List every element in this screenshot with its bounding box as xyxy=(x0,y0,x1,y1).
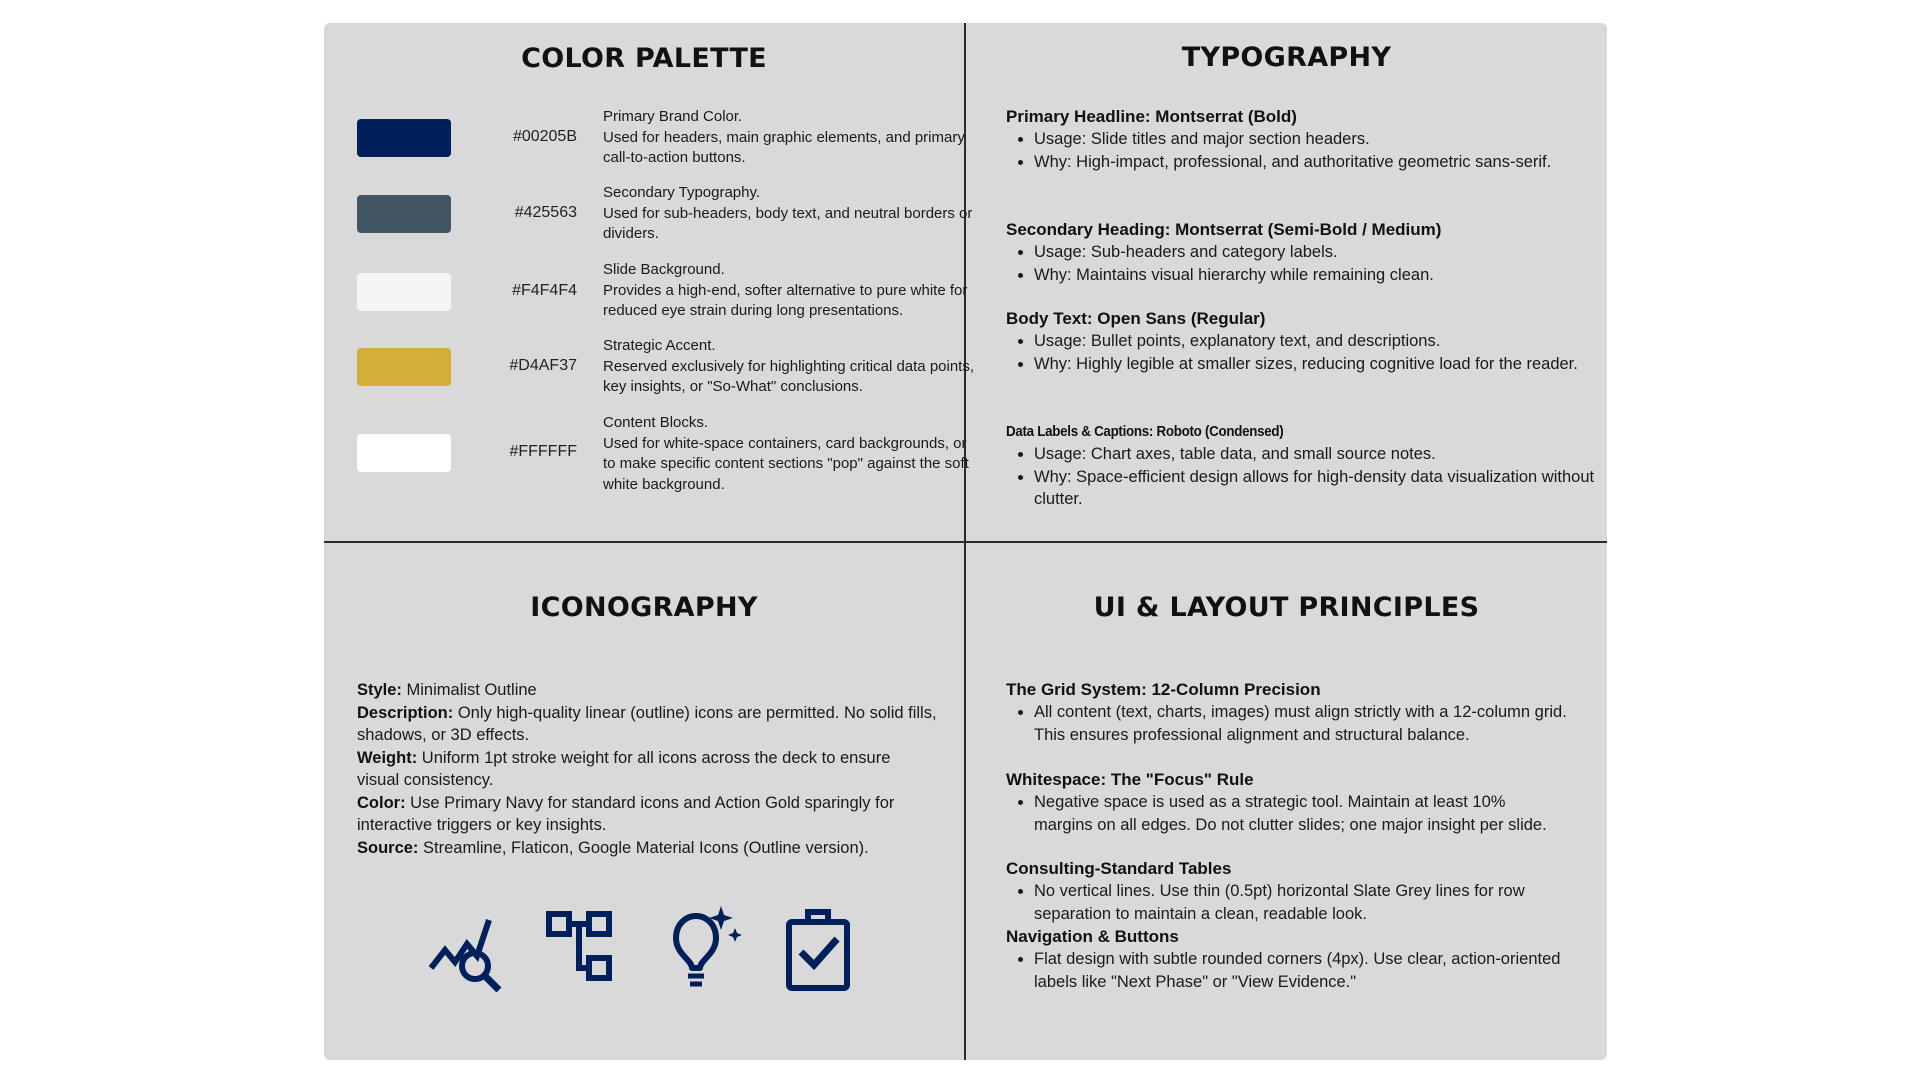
swatch-description xyxy=(603,183,983,245)
type-bullet: • Usage: Sub-headers and category labels. xyxy=(1034,241,1596,264)
swatch-name: Content Blocks. xyxy=(603,414,709,431)
type-heading: Data Labels & Captions: Roboto (Condensed) xyxy=(1006,424,1284,440)
type-section-primary-headline xyxy=(1006,106,1596,173)
ui-section-tables xyxy=(1006,858,1596,925)
typography-title: TYPOGRAPHY xyxy=(1181,42,1392,73)
swatch-usage: Provides a high-end, softer alternative to pure white for reduced eye strain during long presentations. xyxy=(603,281,968,319)
rule-style xyxy=(357,679,937,702)
chart-search-icon xyxy=(427,906,513,992)
rule-label: Description: xyxy=(357,703,454,722)
rule-label: Weight: xyxy=(357,748,418,767)
swatch-description xyxy=(603,260,983,322)
rule-color xyxy=(357,792,937,837)
rule-weight xyxy=(357,747,937,792)
swatch-gold xyxy=(357,348,451,386)
type-section-secondary-heading xyxy=(1006,219,1596,286)
color-palette-title: COLOR PALETTE xyxy=(521,43,767,74)
swatch-hex: #F4F4F4 xyxy=(512,282,577,299)
swatch-name: Strategic Accent. xyxy=(603,337,716,354)
ui-layout-title: UI & LAYOUT PRINCIPLES xyxy=(1093,592,1480,623)
sample-icons xyxy=(427,906,867,996)
rule-label: Source: xyxy=(357,838,419,857)
typography-panel xyxy=(966,23,1607,541)
type-bullet: • Why: Maintains visual hierarchy while remaining clean. xyxy=(1034,264,1596,287)
ui-bullet: • All content (text, charts, images) must align strictly with a 12-column grid. This ensures professional alignment and structural balance. xyxy=(1034,701,1568,746)
rule-text: Streamline, Flaticon, Google Material Icons (Outline version). xyxy=(418,838,869,857)
type-bullet: • Usage: Bullet points, explanatory text, and descriptions. xyxy=(1034,330,1596,353)
swatch-row-white xyxy=(357,413,969,498)
swatch-usage: Used for headers, main graphic elements, and primary call-to-action buttons. xyxy=(603,128,965,166)
rule-text: Only high-quality linear (outline) icons are permitted. No solid fills, shadows, or 3D effects. xyxy=(357,703,937,744)
ui-bullet: • Negative space is used as a strategic tool. Maintain at least 10% margins on all edges. Do not clutter slides; one major insight per slide. xyxy=(1034,791,1568,836)
swatch-row-navy xyxy=(357,107,965,177)
swatch-slate xyxy=(357,195,451,233)
ui-layout-panel xyxy=(966,543,1607,1060)
iconography-rules xyxy=(357,679,937,859)
swatch-usage: Reserved exclusively for highlighting critical data points, key insights, or "So-What" conclusions. xyxy=(603,357,975,395)
hierarchy-icon xyxy=(544,906,630,992)
swatch-row-slate xyxy=(357,183,973,253)
swatch-usage: Used for white-space containers, card backgrounds, or to make specific content sections "pop" against the soft white background. xyxy=(603,434,969,493)
rule-description xyxy=(357,702,937,747)
rule-text: Use Primary Navy for standard icons and Action Gold sparingly for interactive triggers or key insights. xyxy=(357,793,895,834)
swatch-hex: #D4AF37 xyxy=(509,357,577,374)
iconography-panel xyxy=(324,543,964,1060)
type-bullet: • Why: Highly legible at smaller sizes, reducing cognitive load for the reader. xyxy=(1034,353,1596,376)
rule-label: Style: xyxy=(357,681,402,699)
ui-section-grid xyxy=(1006,679,1596,746)
type-heading: Body Text: Open Sans (Regular) xyxy=(1006,309,1266,328)
swatch-name: Primary Brand Color. xyxy=(603,108,743,125)
type-heading: Secondary Heading: Montserrat (Semi-Bold / Medium) xyxy=(1006,220,1442,239)
swatch-hex: #00205B xyxy=(512,128,577,145)
swatch-navy xyxy=(357,119,451,157)
type-bullet: • Usage: Slide titles and major section headers. xyxy=(1034,128,1596,151)
swatch-name: Secondary Typography. xyxy=(603,184,761,201)
swatch-description xyxy=(603,413,983,495)
type-section-body-text xyxy=(1006,308,1596,375)
swatch-hex: #FFFFFF xyxy=(509,443,577,460)
rule-text: Uniform 1pt stroke weight for all icons across the deck to ensure visual consistency. xyxy=(357,748,891,789)
type-bullet: • Why: Space-efficient design allows for high-density data visualization without clutter. xyxy=(1034,466,1596,511)
swatch-description xyxy=(603,336,983,398)
ui-heading: The Grid System: 12-Column Precision xyxy=(1006,680,1321,699)
ui-bullet: • No vertical lines. Use thin (0.5pt) horizontal Slate Grey lines for row separation to maintain a clean, readable look. xyxy=(1034,880,1568,925)
type-bullet: • Why: High-impact, professional, and authoritative geometric sans-serif. xyxy=(1034,151,1596,174)
ui-heading: Consulting-Standard Tables xyxy=(1006,859,1232,878)
ui-heading: Navigation & Buttons xyxy=(1006,927,1179,946)
type-bullet: • Usage: Chart axes, table data, and small source notes. xyxy=(1034,443,1596,466)
ui-section-whitespace xyxy=(1006,769,1596,836)
ui-heading: Whitespace: The "Focus" Rule xyxy=(1006,770,1254,789)
swatch-name: Slide Background. xyxy=(603,261,725,278)
type-section-data-labels xyxy=(1006,421,1596,511)
lightbulb-sparkle-icon xyxy=(659,906,745,992)
style-guide-board xyxy=(324,23,1607,1060)
swatch-white xyxy=(357,434,451,472)
rule-source xyxy=(357,837,937,860)
swatch-description xyxy=(603,107,983,169)
ui-bullet: • Flat design with subtle rounded corners (4px). Use clear, action-oriented labels like "Next Phase" or "View Evidence." xyxy=(1034,948,1568,993)
ui-section-navigation xyxy=(1006,926,1596,993)
swatch-soft-white xyxy=(357,273,451,311)
swatch-hex: #425563 xyxy=(514,204,577,221)
rule-label: Color: xyxy=(357,793,406,812)
clipboard-check-icon xyxy=(777,906,863,992)
swatch-row-gold xyxy=(357,336,975,406)
swatch-usage: Used for sub-headers, body text, and neutral borders or dividers. xyxy=(603,204,973,242)
type-heading: Primary Headline: Montserrat (Bold) xyxy=(1006,107,1297,126)
swatch-row-soft-white xyxy=(357,260,968,330)
color-palette-panel xyxy=(324,23,975,541)
iconography-title: ICONOGRAPHY xyxy=(530,592,758,623)
rule-text: Minimalist Outline xyxy=(401,681,537,699)
